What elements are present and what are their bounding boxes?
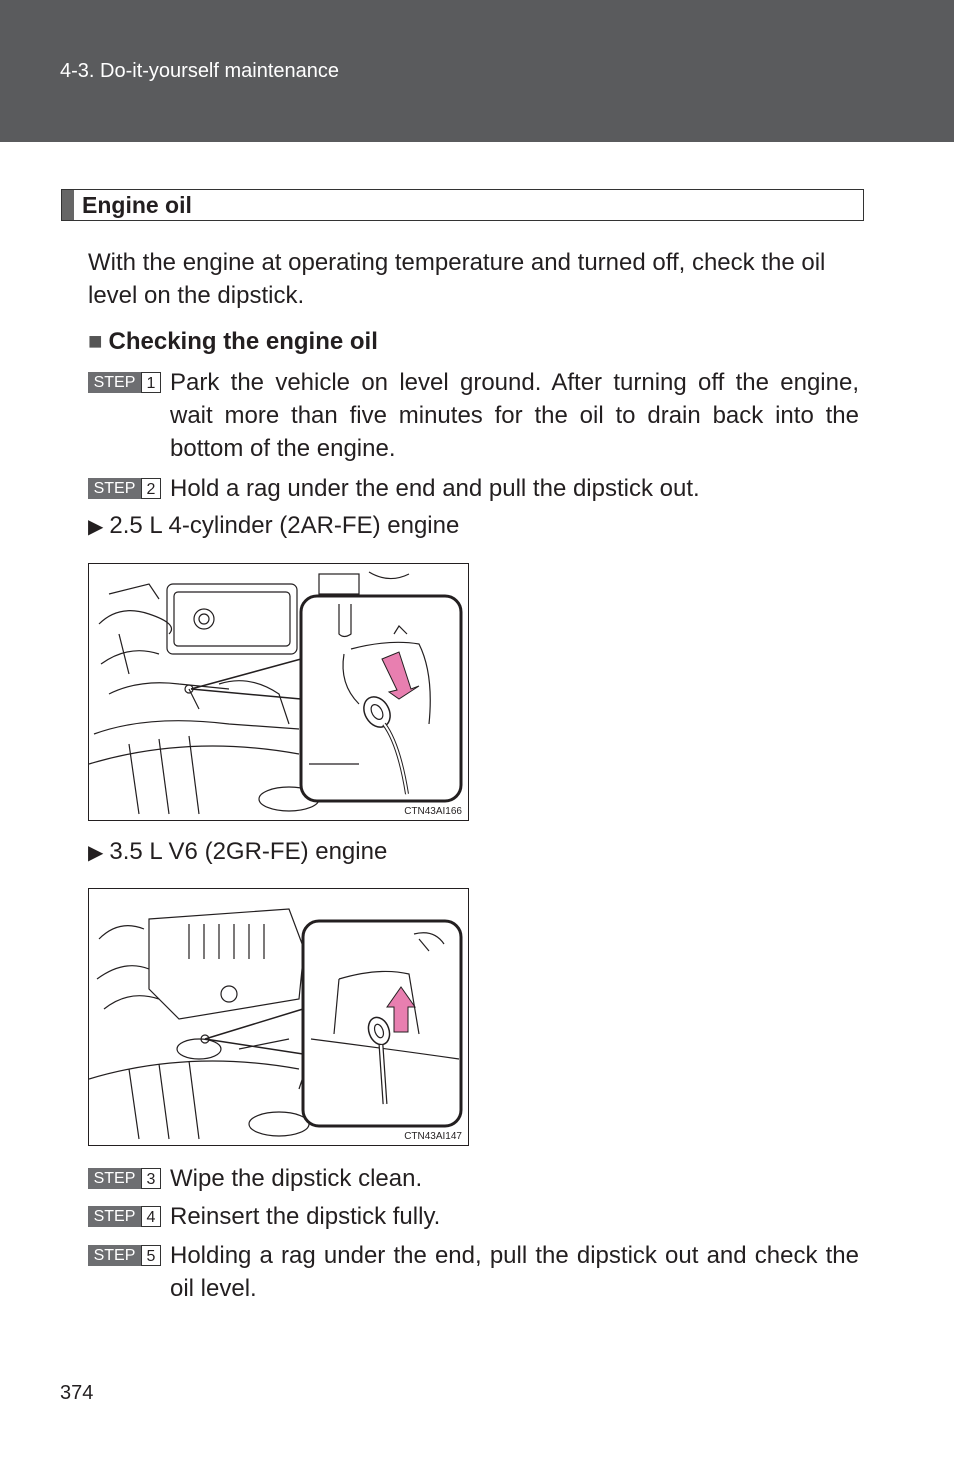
variant-heading-4cyl xyxy=(88,512,459,540)
step-5 xyxy=(88,1239,859,1305)
step-text: Holding a rag under the end, pull the dipstick out and check the oil level. xyxy=(170,1242,859,1302)
engine-drawing-v6 xyxy=(89,889,469,1146)
step-4 xyxy=(88,1200,859,1233)
figure-code: CTN43AI147 xyxy=(404,1131,462,1142)
step-text: Wipe the dipstick clean. xyxy=(170,1165,423,1192)
step-badge-number: 5 xyxy=(141,1245,161,1266)
step-badge-number: 1 xyxy=(141,372,161,393)
step-badge-label: STEP xyxy=(88,1245,141,1266)
page-header xyxy=(0,0,954,142)
variant-heading-v6 xyxy=(88,838,387,866)
step-text: Hold a rag under the end and pull the dipstick out. xyxy=(170,475,700,502)
breadcrumb: 4-3. Do-it-yourself maintenance xyxy=(60,60,340,82)
step-text: Park the vehicle on level ground. After turning off the engine, wait more than five minutes for the oil to drain back into the bottom of the engine. xyxy=(170,369,859,462)
square-bullet-icon: ■ xyxy=(88,328,103,355)
step-badge-label: STEP xyxy=(88,1206,141,1227)
engine-drawing-4cyl xyxy=(89,564,469,821)
step-1 xyxy=(88,366,859,465)
step-badge-number: 2 xyxy=(141,478,161,499)
triangle-bullet-icon: ▶ xyxy=(88,516,104,538)
section-title: Engine oil xyxy=(82,192,192,218)
step-badge-label: STEP xyxy=(88,1168,141,1189)
step-badge xyxy=(88,1206,161,1227)
step-3 xyxy=(88,1162,859,1195)
subsection-heading xyxy=(88,328,378,356)
page-number: 374 xyxy=(60,1382,94,1404)
step-badge xyxy=(88,478,161,499)
step-2 xyxy=(88,472,859,505)
subsection-title: Checking the engine oil xyxy=(108,328,378,355)
variant-label: 3.5 L V6 (2GR-FE) engine xyxy=(109,838,388,865)
step-badge-label: STEP xyxy=(88,372,141,393)
step-badge xyxy=(88,372,161,393)
triangle-bullet-icon: ▶ xyxy=(88,842,104,864)
engine-illustration-v6 xyxy=(88,888,469,1146)
figure-code: CTN43AI166 xyxy=(404,806,462,817)
step-badge xyxy=(88,1245,161,1266)
section-heading xyxy=(61,189,864,221)
step-badge-label: STEP xyxy=(88,478,141,499)
step-text: Reinsert the dipstick fully. xyxy=(170,1203,441,1230)
engine-illustration-4cyl xyxy=(88,563,469,821)
step-badge xyxy=(88,1168,161,1189)
variant-label: 2.5 L 4-cylinder (2AR-FE) engine xyxy=(109,512,460,539)
step-badge-number: 4 xyxy=(141,1206,161,1227)
step-badge-number: 3 xyxy=(141,1168,161,1189)
section-accent xyxy=(62,190,74,220)
intro-paragraph: With the engine at operating temperature and turned off, check the oil level on the dipstick. xyxy=(88,249,826,309)
